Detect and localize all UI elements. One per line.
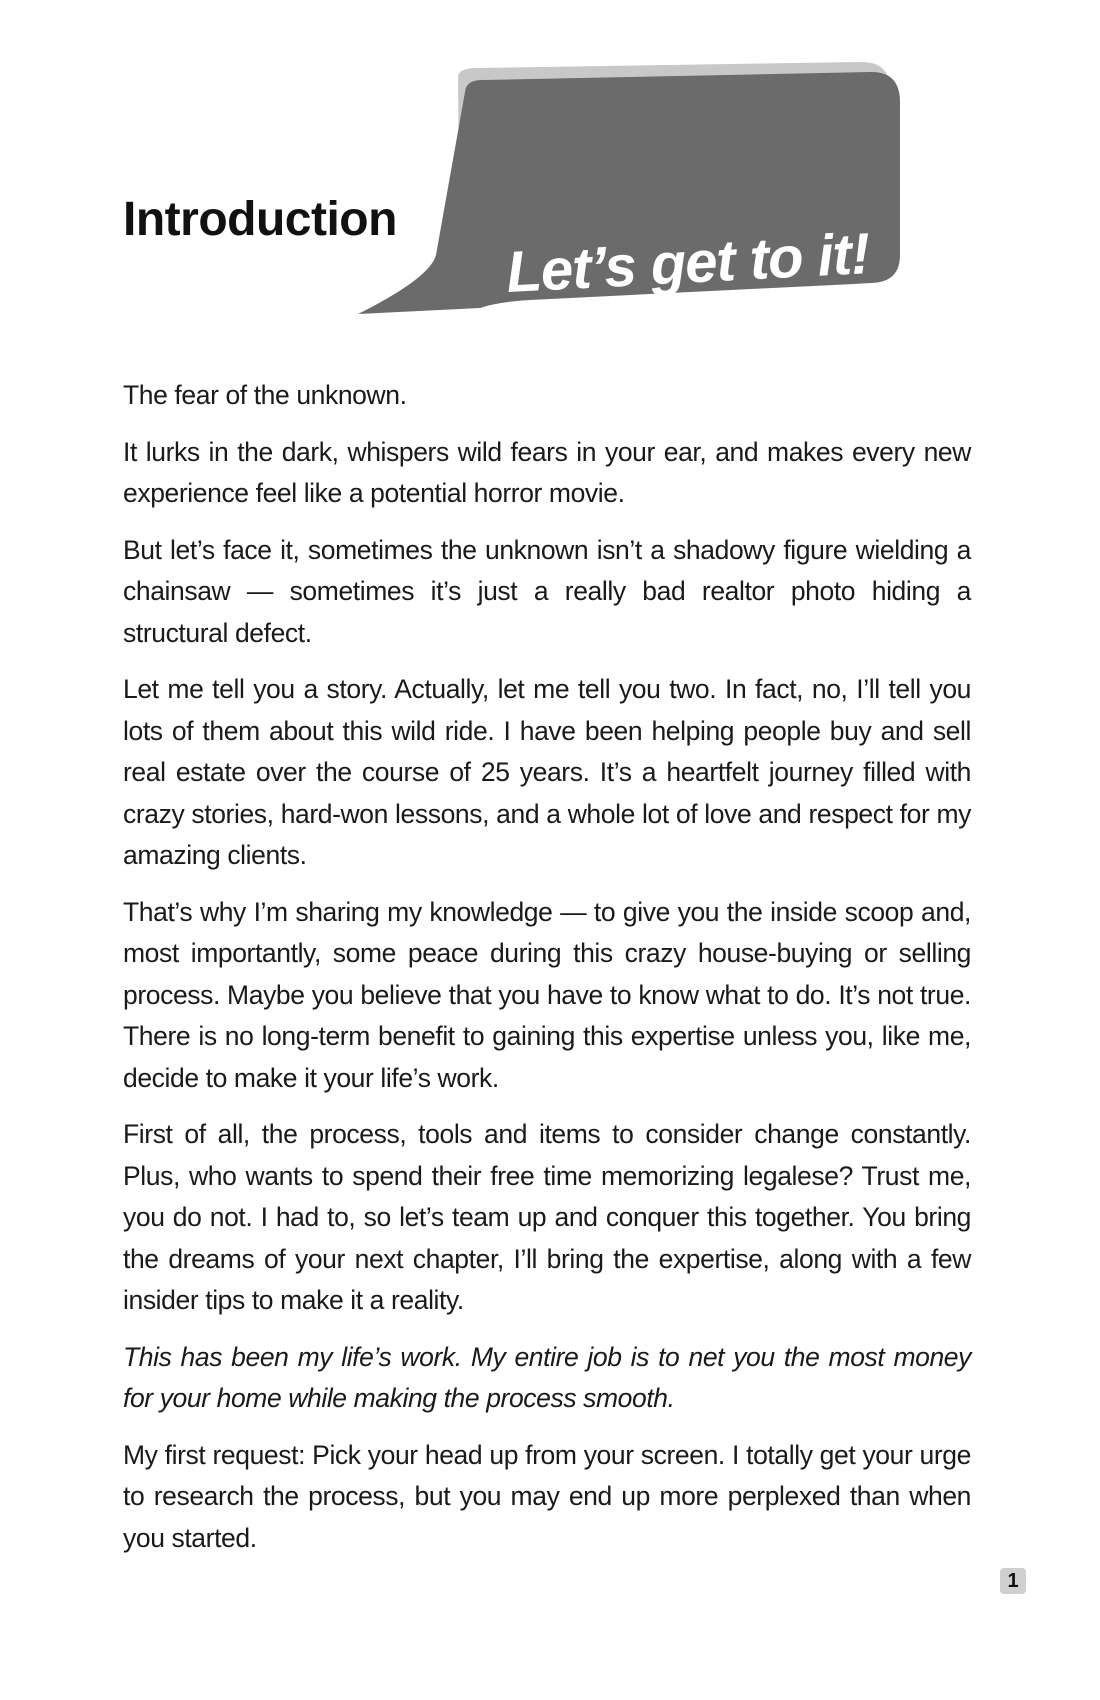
paragraph: But let’s face it, sometimes the unknown isn’t a shadowy figure wielding a chainsaw — sometimes it’s just a really bad realtor photo hiding a structural defect. [123,534,971,648]
paragraph: My first request: Pick your head up from your screen. I totally get your urge to research the process, but you may end up more perplexed than when you started. [123,1439,971,1553]
page-number: 1 [1000,1568,1026,1594]
body-text [123,375,971,1574]
speech-bubble-shape [380,60,980,350]
paragraph: It lurks in the dark, whispers wild fears in your ear, and makes every new experience feel like a potential horror movie. [123,436,971,508]
paragraph: The fear of the unknown. [123,380,407,410]
callout-text: Let’s get to it! [504,221,871,305]
paragraph: That’s why I’m sharing my knowledge — to give you the inside scoop and, most importantly, some peace during this crazy house-buying or selling process. Maybe you believe that you have to know what to do. It’s not true. There is no long-term benefit to gaining this expertise unless you, like me, decide to make it your life’s work. [123,896,971,1093]
paragraph: Let me tell you a story. Actually, let me tell you two. In fact, no, I’ll tell you lots of them about this wild ride. I have been helping people buy and sell real estate over the course of 25 years. It’s a heartfelt journey filled with crazy stories, hard-won lessons, and a whole lot of love and respect for my amazing clients. [123,674,971,870]
paragraph: First of all, the process, tools and items to consider change constantly. Plus, who wants to spend their free time memorizing legalese? Trust me, you do not. I had to, so let’s team up and conquer this together. You bring the dreams of your next chapter, I’ll bring the expertise, along with a few insider tips to make it a reality. [123,1119,971,1315]
chapter-heading: Introduction [123,193,397,246]
italic-paragraph: This has been my life’s work. My entire job is to net you the most money for your home while making the process smooth. [123,1341,971,1413]
speech-bubble [380,60,980,350]
